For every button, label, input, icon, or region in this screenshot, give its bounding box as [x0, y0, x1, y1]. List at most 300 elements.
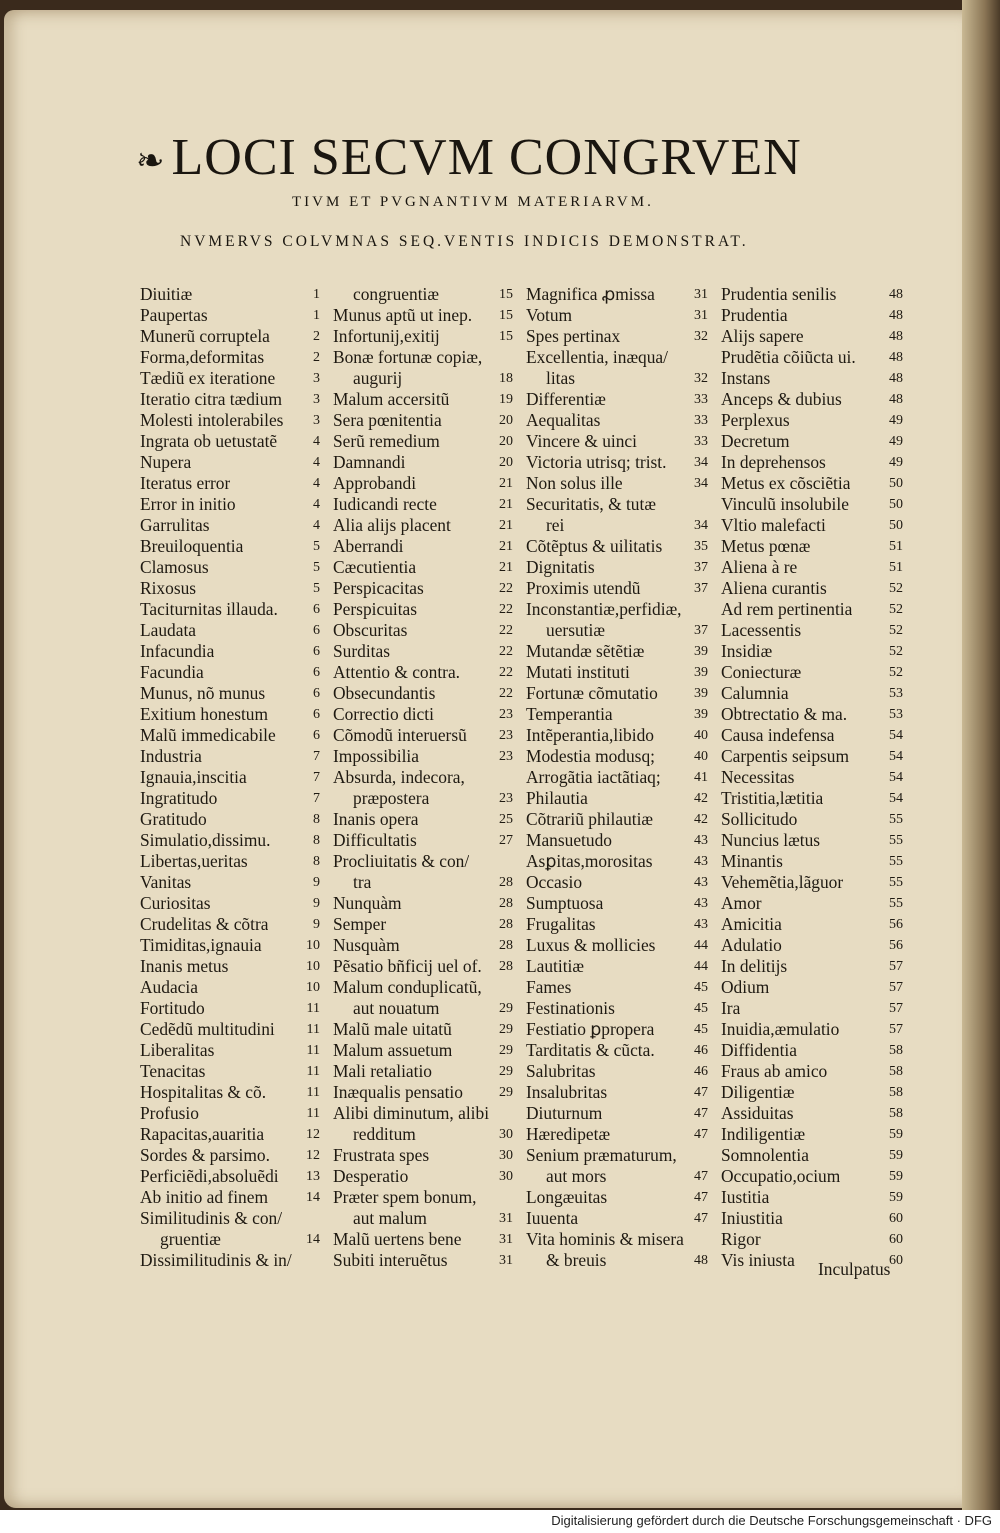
- entry-column-number: 9: [313, 917, 320, 932]
- entry-column-number: 54: [889, 770, 903, 785]
- entry-term: Audacia: [140, 977, 198, 997]
- entry-column-number: 56: [889, 938, 903, 953]
- entry-term: Mutati instituti: [526, 662, 630, 682]
- catchword: Inculpatus: [818, 1259, 891, 1279]
- entry-term: Rapacitas,auaritia: [140, 1124, 265, 1144]
- entry-term: Fraus ab amico: [721, 1061, 828, 1081]
- index-entry: [333, 620, 513, 641]
- index-entry: [721, 431, 903, 452]
- index-entry: [721, 683, 903, 704]
- entry-column-number: 49: [889, 413, 903, 428]
- entry-term: Munerũ corruptela: [140, 326, 270, 346]
- entry-column-number: 20: [499, 413, 513, 428]
- entry-column-number: 15: [499, 308, 513, 323]
- index-entry: [140, 305, 320, 326]
- entry-term: Exitium honestum: [140, 704, 269, 724]
- entry-term: Desperatio: [333, 1166, 409, 1186]
- entry-term: Absurda, indecora,: [333, 767, 465, 787]
- index-note: NVMERVS COLVMNAS SEQ.VENTIS INDICIS DEMONSTRAT.: [180, 233, 749, 250]
- entry-term: Munus aptũ ut inep.: [333, 305, 473, 325]
- index-entry: [140, 1229, 320, 1250]
- entry-column-number: 55: [889, 812, 903, 827]
- entry-column-number: 31: [499, 1232, 513, 1247]
- index-entry: [526, 872, 708, 893]
- entry-column-number: 21: [499, 497, 513, 512]
- fleuron-icon: ❧: [136, 143, 166, 181]
- index-entry: [333, 557, 513, 578]
- entry-column-number: 39: [694, 686, 708, 701]
- index-entry: [526, 935, 708, 956]
- entry-term: Damnandi: [333, 452, 406, 472]
- entry-column-number: 19: [499, 392, 513, 407]
- entry-term: Securitatis, & tutæ: [526, 494, 656, 514]
- index-entry: [333, 326, 513, 347]
- entry-column-number: 57: [889, 959, 903, 974]
- index-entry: [140, 389, 320, 410]
- index-entry: [721, 1166, 903, 1187]
- index-entry: [526, 494, 708, 515]
- index-entry: [333, 599, 513, 620]
- entry-term: Rigor: [721, 1229, 761, 1249]
- entry-term: Calumnia: [721, 683, 789, 703]
- entry-column-number: 56: [889, 917, 903, 932]
- entry-term: Vita hominis & misera: [526, 1229, 684, 1249]
- index-entry: [526, 305, 708, 326]
- entry-term: augurij: [353, 368, 403, 388]
- entry-term: Serũ remedium: [333, 431, 440, 451]
- index-entry: [333, 1229, 513, 1250]
- entry-term: Gratitudo: [140, 809, 207, 829]
- entry-column-number: 4: [313, 476, 320, 491]
- entry-column-number: 33: [694, 413, 708, 428]
- entry-term: Inconstantiæ,perfidiæ,: [526, 599, 682, 619]
- index-entry: [333, 767, 513, 788]
- book-spine: [962, 0, 1000, 1510]
- entry-term: Salubritas: [526, 1061, 596, 1081]
- entry-term: Timiditas,ignauia: [140, 935, 262, 955]
- index-entry: [721, 1229, 903, 1250]
- entry-term: Nupera: [140, 452, 192, 472]
- entry-term: redditum: [353, 1124, 416, 1144]
- entry-term: aut malum: [353, 1208, 427, 1228]
- entry-term: Arrogãtia iactãtiaq;: [526, 767, 661, 787]
- index-entry: [526, 1145, 708, 1166]
- entry-term: Munus, nõ munus: [140, 683, 266, 703]
- entry-term: Procliuitatis & con/: [333, 851, 470, 871]
- entry-column-number: 4: [313, 497, 320, 512]
- entry-term: Coniecturæ: [721, 662, 802, 682]
- page-subtitle: TIVM ET PVGNANTIVM MATERIARVM.: [292, 194, 654, 210]
- index-entry: [526, 1082, 708, 1103]
- entry-term: Sordes & parsimo.: [140, 1145, 270, 1165]
- entry-term: Malũ male uitatũ: [333, 1019, 452, 1039]
- entry-term: Mansuetudo: [526, 830, 612, 850]
- entry-column-number: 8: [313, 854, 320, 869]
- entry-term: Prudentia senilis: [721, 284, 837, 304]
- entry-term: Iustitia: [721, 1187, 770, 1207]
- entry-term: In deprehensos: [721, 452, 826, 472]
- entry-term: Profusio: [140, 1103, 199, 1123]
- entry-term: Metus ex cõsciẽtia: [721, 473, 851, 493]
- index-entry: [526, 725, 708, 746]
- entry-column-number: 14: [306, 1190, 320, 1205]
- entry-term: Obtrectatio & ma.: [721, 704, 848, 724]
- index-entry: [721, 998, 903, 1019]
- entry-column-number: 18: [499, 371, 513, 386]
- entry-term: Tædiũ ex iteratione: [140, 368, 276, 388]
- entry-term: Festiatio ꝑpropera: [526, 1019, 655, 1039]
- index-entry: [140, 641, 320, 662]
- index-entry: [140, 326, 320, 347]
- entry-term: Nunquàm: [333, 893, 402, 913]
- index-entry: [721, 935, 903, 956]
- entry-column-number: 28: [499, 938, 513, 953]
- entry-column-number: 58: [889, 1064, 903, 1079]
- entry-column-number: 60: [889, 1232, 903, 1247]
- entry-column-number: 42: [694, 812, 708, 827]
- entry-term: Cæcutientia: [333, 557, 417, 577]
- entry-term: Paupertas: [140, 305, 208, 325]
- entry-term: Inanis metus: [140, 956, 229, 976]
- entry-column-number: 50: [889, 497, 903, 512]
- entry-column-number: 22: [499, 581, 513, 596]
- index-entry: [333, 473, 513, 494]
- entry-term: Malũ immedicabile: [140, 725, 276, 745]
- index-entry: [526, 536, 708, 557]
- index-entry: [333, 1166, 513, 1187]
- entry-column-number: 57: [889, 1001, 903, 1016]
- index-entry: [721, 1145, 903, 1166]
- index-entry: [526, 515, 708, 536]
- footer-bar: [0, 1510, 1000, 1533]
- index-entry: [526, 410, 708, 431]
- entry-term: Difficultatis: [333, 830, 417, 850]
- index-entry: [721, 893, 903, 914]
- index-entry: [140, 410, 320, 431]
- entry-term: aut nouatum: [353, 998, 440, 1018]
- entry-column-number: 47: [694, 1211, 708, 1226]
- index-entry: [526, 809, 708, 830]
- entry-column-number: 15: [499, 287, 513, 302]
- entry-term: Clamosus: [140, 557, 209, 577]
- index-entry: [140, 1061, 320, 1082]
- entry-column-number: 30: [499, 1127, 513, 1142]
- index-entry: [140, 1040, 320, 1061]
- entry-term: Lautitiæ: [526, 956, 584, 976]
- entry-term: Odium: [721, 977, 770, 997]
- index-entry: [721, 1019, 903, 1040]
- entry-term: Attentio & contra.: [333, 662, 461, 682]
- entry-column-number: 5: [313, 560, 320, 575]
- entry-column-number: 43: [694, 833, 708, 848]
- index-entry: [721, 305, 903, 326]
- entry-term: Crudelitas & cõtra: [140, 914, 269, 934]
- entry-term: Metus pœnæ: [721, 536, 811, 556]
- entry-column-number: 48: [889, 350, 903, 365]
- index-entry: [526, 1124, 708, 1145]
- entry-column-number: 21: [499, 476, 513, 491]
- entry-column-number: 10: [306, 938, 320, 953]
- entry-term: Liberalitas: [140, 1040, 215, 1060]
- entry-term: Infacundia: [140, 641, 215, 661]
- index-entry: [333, 914, 513, 935]
- entry-term: Prudentia: [721, 305, 788, 325]
- index-entry: [140, 431, 320, 452]
- index-entry: [140, 284, 320, 305]
- index-entry: [333, 977, 513, 998]
- entry-term: Obsecundantis: [333, 683, 436, 703]
- entry-term: Somnolentia: [721, 1145, 809, 1165]
- entry-term: Frugalitas: [526, 914, 596, 934]
- entry-term: Frustrata spes: [333, 1145, 430, 1165]
- index-entry: [721, 494, 903, 515]
- entry-column-number: 12: [306, 1127, 320, 1142]
- entry-term: Impossibilia: [333, 746, 419, 766]
- entry-column-number: 20: [499, 434, 513, 449]
- index-entry: [333, 830, 513, 851]
- entry-term: Insidiæ: [721, 641, 773, 661]
- entry-column-number: 37: [694, 560, 708, 575]
- entry-column-number: 12: [306, 1148, 320, 1163]
- entry-term: Surditas: [333, 641, 391, 661]
- entry-term: Ad rem pertinentia: [721, 599, 853, 619]
- entry-term: Proximis utendũ: [526, 578, 641, 598]
- index-entry: [721, 347, 903, 368]
- entry-column-number: 54: [889, 728, 903, 743]
- entry-term: Sumptuosa: [526, 893, 604, 913]
- index-entry: [721, 767, 903, 788]
- index-entry: [526, 389, 708, 410]
- index-entry: [721, 956, 903, 977]
- index-entry: [721, 977, 903, 998]
- entry-term: Votum: [526, 305, 573, 325]
- index-entry: [526, 641, 708, 662]
- entry-column-number: 59: [889, 1169, 903, 1184]
- index-entry: [333, 305, 513, 326]
- entry-term: Asꝑitas,morositas: [526, 851, 653, 871]
- index-entry: [721, 851, 903, 872]
- entry-term: congruentiæ: [353, 284, 439, 304]
- entry-term: Approbandi: [333, 473, 417, 493]
- entry-term: Amor: [721, 893, 762, 913]
- entry-column-number: 37: [694, 581, 708, 596]
- entry-column-number: 34: [694, 455, 708, 470]
- index-entry: [333, 746, 513, 767]
- entry-column-number: 9: [313, 875, 320, 890]
- entry-column-number: 48: [889, 329, 903, 344]
- index-entry: [140, 998, 320, 1019]
- entry-column-number: 28: [499, 896, 513, 911]
- entry-term: Longæuitas: [526, 1187, 608, 1207]
- index-entry: [140, 1103, 320, 1124]
- entry-term: Sollicitudo: [721, 809, 798, 829]
- entry-column-number: 51: [889, 560, 903, 575]
- index-entry: [721, 704, 903, 725]
- entry-column-number: 23: [499, 791, 513, 806]
- entry-term: Iniustitia: [721, 1208, 783, 1228]
- entry-term: Ingratitudo: [140, 788, 218, 808]
- index-entry: [140, 578, 320, 599]
- entry-column-number: 6: [313, 665, 320, 680]
- entry-term: Ira: [721, 998, 741, 1018]
- entry-column-number: 54: [889, 749, 903, 764]
- entry-column-number: 1: [313, 287, 320, 302]
- entry-column-number: 11: [306, 1085, 320, 1100]
- entry-term: Minantis: [721, 851, 783, 871]
- index-entry: [333, 1124, 513, 1145]
- entry-column-number: 6: [313, 728, 320, 743]
- entry-term: Inanis opera: [333, 809, 419, 829]
- entry-column-number: 58: [889, 1106, 903, 1121]
- index-entry: [140, 1019, 320, 1040]
- entry-term: Infortunij,exitij: [333, 326, 440, 346]
- index-entry: [526, 767, 708, 788]
- index-entry: [526, 473, 708, 494]
- index-entry: [526, 956, 708, 977]
- entry-term: Fortunæ cõmutatio: [526, 683, 658, 703]
- entry-term: Cõtẽptus & uilitatis: [526, 536, 663, 556]
- entry-column-number: 45: [694, 1022, 708, 1037]
- entry-term: Senium præmaturum,: [526, 1145, 677, 1165]
- entry-term: Obscuritas: [333, 620, 408, 640]
- entry-column-number: 11: [306, 1001, 320, 1016]
- entry-column-number: 15: [499, 329, 513, 344]
- entry-column-number: 2: [313, 329, 320, 344]
- entry-term: Nusquàm: [333, 935, 400, 955]
- entry-term: Nuncius lætus: [721, 830, 821, 850]
- index-entry: [526, 1103, 708, 1124]
- entry-column-number: 1: [313, 308, 320, 323]
- entry-term: Fortitudo: [140, 998, 205, 1018]
- entry-term: Libertas,ueritas: [140, 851, 248, 871]
- entry-column-number: 23: [499, 728, 513, 743]
- entry-term: Alijs sapere: [721, 326, 804, 346]
- entry-column-number: 52: [889, 623, 903, 638]
- entry-term: Luxus & mollicies: [526, 935, 656, 955]
- entry-term: Tristitia,lætitia: [721, 788, 824, 808]
- entry-term: Subiti interuẽtus: [333, 1250, 448, 1270]
- entry-term: litas: [546, 368, 575, 388]
- entry-column-number: 11: [306, 1022, 320, 1037]
- entry-column-number: 58: [889, 1085, 903, 1100]
- entry-column-number: 33: [694, 434, 708, 449]
- index-entry: [333, 1145, 513, 1166]
- entry-column-number: 6: [313, 623, 320, 638]
- index-entry: [333, 1208, 513, 1229]
- entry-term: tra: [353, 872, 372, 892]
- index-entry: [333, 452, 513, 473]
- index-entry: [333, 515, 513, 536]
- index-entry: [333, 410, 513, 431]
- entry-column-number: 39: [694, 707, 708, 722]
- index-entry: [721, 410, 903, 431]
- entry-column-number: 59: [889, 1127, 903, 1142]
- entry-column-number: 31: [499, 1253, 513, 1268]
- entry-term: Curiositas: [140, 893, 211, 913]
- index-entry: [721, 557, 903, 578]
- entry-term: Alibi diminutum, alibi: [333, 1103, 490, 1123]
- entry-term: Vanitas: [140, 872, 192, 892]
- entry-column-number: 6: [313, 686, 320, 701]
- index-entry: [333, 851, 513, 872]
- entry-term: rei: [546, 515, 565, 535]
- entry-column-number: 29: [499, 1085, 513, 1100]
- entry-term: Rixosus: [140, 578, 197, 598]
- entry-column-number: 7: [313, 770, 320, 785]
- index-entry: [333, 1103, 513, 1124]
- index-entry: [333, 998, 513, 1019]
- entry-column-number: 48: [889, 371, 903, 386]
- entry-column-number: 23: [499, 707, 513, 722]
- entry-column-number: 11: [306, 1064, 320, 1079]
- index-entry: [526, 893, 708, 914]
- entry-term: Fames: [526, 977, 572, 997]
- index-entry: [721, 473, 903, 494]
- index-entry: [140, 767, 320, 788]
- entry-column-number: 30: [499, 1169, 513, 1184]
- index-entry: [333, 872, 513, 893]
- entry-column-number: 3: [313, 392, 320, 407]
- entry-column-number: 53: [889, 686, 903, 701]
- index-entry: [140, 956, 320, 977]
- entry-column-number: 46: [694, 1043, 708, 1058]
- entry-column-number: 3: [313, 371, 320, 386]
- entry-column-number: 52: [889, 581, 903, 596]
- entry-term: Carpentis seipsum: [721, 746, 850, 766]
- entry-term: Laudata: [140, 620, 197, 640]
- entry-column-number: 48: [694, 1253, 708, 1268]
- entry-column-number: 55: [889, 875, 903, 890]
- index-entry: [140, 809, 320, 830]
- index-entry: [721, 1187, 903, 1208]
- index-entry: [721, 641, 903, 662]
- index-entry: [333, 641, 513, 662]
- index-entry: [526, 1061, 708, 1082]
- entry-column-number: 51: [889, 539, 903, 554]
- index-entry: [526, 914, 708, 935]
- entry-column-number: 11: [306, 1106, 320, 1121]
- index-entry: [140, 914, 320, 935]
- index-entry: [333, 347, 513, 368]
- entry-term: Decretum: [721, 431, 790, 451]
- entry-term: Mutandæ sẽtẽtiæ: [526, 641, 645, 661]
- entry-column-number: 27: [499, 833, 513, 848]
- entry-term: aut mors: [546, 1166, 607, 1186]
- entry-column-number: 48: [889, 392, 903, 407]
- index-entry: [333, 1019, 513, 1040]
- entry-column-number: 28: [499, 875, 513, 890]
- entry-term: Prudẽtia cõiũcta ui.: [721, 347, 856, 367]
- entry-column-number: 40: [694, 728, 708, 743]
- entry-term: Garrulitas: [140, 515, 210, 535]
- entry-column-number: 6: [313, 707, 320, 722]
- entry-term: gruentiæ: [160, 1229, 221, 1249]
- entry-column-number: 47: [694, 1106, 708, 1121]
- index-entry: [721, 809, 903, 830]
- entry-term: Taciturnitas illauda.: [140, 599, 278, 619]
- index-entry: [526, 704, 708, 725]
- index-entry: [721, 872, 903, 893]
- entry-term: Perficiẽdi,absoluẽdi: [140, 1166, 279, 1186]
- index-entry: [140, 851, 320, 872]
- entry-term: Intẽperantia,libido: [526, 725, 654, 745]
- entry-column-number: 7: [313, 749, 320, 764]
- index-entry: [140, 683, 320, 704]
- entry-term: Malum accersitũ: [333, 389, 450, 409]
- entry-term: Facundia: [140, 662, 204, 682]
- entry-column-number: 52: [889, 665, 903, 680]
- entry-column-number: 2: [313, 350, 320, 365]
